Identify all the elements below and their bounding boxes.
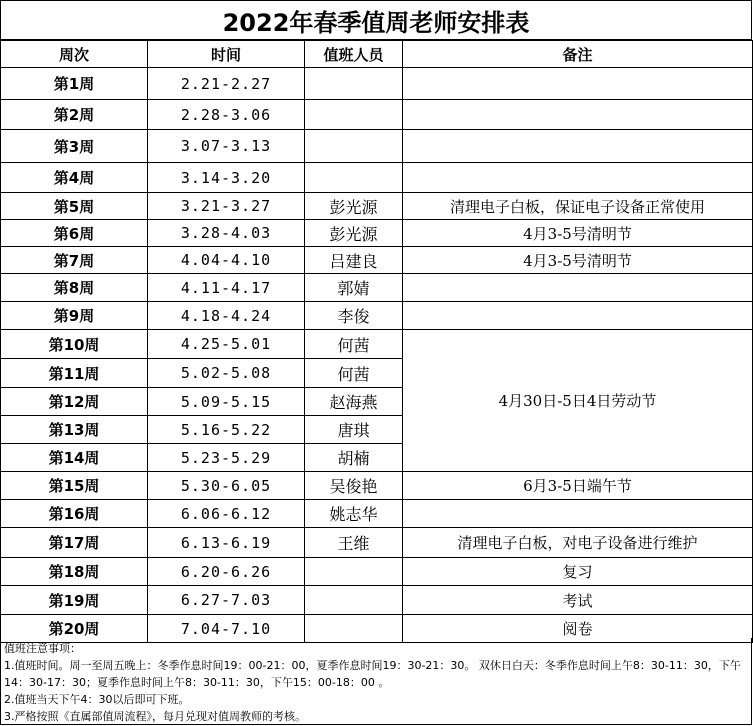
date-range-cell: 3.14-3.20: [148, 163, 305, 193]
note-cell: [403, 100, 753, 130]
date-range-cell: 5.23-5.29: [148, 444, 305, 472]
date-range-cell: 5.30-6.05: [148, 472, 305, 500]
table-row: [1, 163, 753, 193]
staff-cell: 彭光源: [305, 220, 403, 247]
staff-cell: 何茜: [305, 359, 403, 388]
date-range-cell: 3.07-3.13: [148, 130, 305, 163]
date-range-cell: 2.21-2.27: [148, 68, 305, 100]
date-range-cell: 4.04-4.10: [148, 247, 305, 274]
week-cell: 第14周: [1, 444, 148, 472]
table-body: [1, 68, 753, 643]
week-cell: 第18周: [1, 558, 148, 586]
note-cell: [403, 500, 753, 528]
week-cell: 第7周: [1, 247, 148, 274]
table-row: [1, 330, 753, 359]
week-cell: 第20周: [1, 615, 148, 643]
week-cell: 第1周: [1, 68, 148, 100]
date-range-cell: 6.27-7.03: [148, 586, 305, 615]
week-cell: 第3周: [1, 130, 148, 163]
header-time: 时间: [148, 41, 305, 68]
table-row: [1, 302, 753, 330]
merged-note-cell: 4月30日-5日4日劳动节: [403, 330, 753, 472]
staff-cell: [305, 130, 403, 163]
staff-cell: 吕建良: [305, 247, 403, 274]
date-range-cell: 4.25-5.01: [148, 330, 305, 359]
notes-line-3: 3.严格按照《直属部值周流程》，每月兑现对值周教师的考核。: [4, 710, 306, 723]
table-row: [1, 247, 753, 274]
note-cell: [403, 68, 753, 100]
week-cell: 第2周: [1, 100, 148, 130]
week-cell: 第8周: [1, 274, 148, 302]
note-cell: 考试: [403, 586, 753, 615]
staff-cell: 赵海燕: [305, 388, 403, 416]
header-staff: 值班人员: [305, 41, 403, 68]
duty-notes: [0, 638, 752, 725]
date-range-cell: 6.06-6.12: [148, 500, 305, 528]
staff-cell: 胡楠: [305, 444, 403, 472]
week-cell: 第19周: [1, 586, 148, 615]
table-row: [1, 68, 753, 100]
table-row: [1, 100, 753, 130]
date-range-cell: 2.28-3.06: [148, 100, 305, 130]
note-cell: [403, 130, 753, 163]
date-range-cell: 7.04-7.10: [148, 615, 305, 643]
staff-cell: [305, 163, 403, 193]
week-cell: 第12周: [1, 388, 148, 416]
week-cell: 第6周: [1, 220, 148, 247]
staff-cell: 唐琪: [305, 416, 403, 444]
note-cell: 清理电子白板，保证电子设备正常使用: [403, 193, 753, 220]
header-note: 备注: [403, 41, 753, 68]
date-range-cell: 5.16-5.22: [148, 416, 305, 444]
note-cell: 6月3-5日端午节: [403, 472, 753, 500]
week-cell: 第13周: [1, 416, 148, 444]
date-range-cell: 5.02-5.08: [148, 359, 305, 388]
table-row: [1, 472, 753, 500]
staff-cell: [305, 586, 403, 615]
week-cell: 第4周: [1, 163, 148, 193]
date-range-cell: 6.13-6.19: [148, 528, 305, 558]
staff-cell: 吴俊艳: [305, 472, 403, 500]
table-row: [1, 220, 753, 247]
schedule-table: [0, 40, 753, 643]
header-week: 周次: [1, 41, 148, 68]
week-cell: 第9周: [1, 302, 148, 330]
staff-cell: [305, 558, 403, 586]
staff-cell: [305, 68, 403, 100]
date-range-cell: 4.18-4.24: [148, 302, 305, 330]
notes-heading: 值班注意事项：: [4, 642, 81, 655]
table-row: [1, 558, 753, 586]
staff-cell: 郭婧: [305, 274, 403, 302]
staff-cell: 姚志华: [305, 500, 403, 528]
table-row: [1, 130, 753, 163]
note-cell: 4月3-5号清明节: [403, 220, 753, 247]
table-row: [1, 586, 753, 615]
staff-cell: 彭光源: [305, 193, 403, 220]
page-title: 2022年春季值周老师安排表: [0, 0, 752, 40]
staff-cell: 王维: [305, 528, 403, 558]
staff-cell: 李俊: [305, 302, 403, 330]
week-cell: 第17周: [1, 528, 148, 558]
note-cell: [403, 163, 753, 193]
table-row: [1, 193, 753, 220]
table-row: [1, 500, 753, 528]
week-cell: 第15周: [1, 472, 148, 500]
notes-line-1: 1.值班时间。周一至周五晚上：冬季作息时间19：00-21：00，夏季作息时间19：30-21：30。 双休日白天：冬季作息时间上午8：30-11：30，下午14：30-17：30；夏季作息时间上午8：30-11：30，下午15：00-18：00 。: [4, 659, 741, 689]
date-range-cell: 5.09-5.15: [148, 388, 305, 416]
week-cell: 第16周: [1, 500, 148, 528]
note-cell: [403, 274, 753, 302]
table-header-row: [1, 41, 753, 68]
notes-line-2: 2.值班当天下午4：30以后即可下班。: [4, 693, 190, 706]
note-cell: 清理电子白板，对电子设备进行维护: [403, 528, 753, 558]
date-range-cell: 3.28-4.03: [148, 220, 305, 247]
week-cell: 第5周: [1, 193, 148, 220]
note-cell: 阅卷: [403, 615, 753, 643]
note-cell: [403, 302, 753, 330]
staff-cell: 何茜: [305, 330, 403, 359]
note-cell: 复习: [403, 558, 753, 586]
week-cell: 第10周: [1, 330, 148, 359]
date-range-cell: 6.20-6.26: [148, 558, 305, 586]
week-cell: 第11周: [1, 359, 148, 388]
note-cell: 4月3-5号清明节: [403, 247, 753, 274]
table-row: [1, 274, 753, 302]
staff-cell: [305, 100, 403, 130]
table-row: [1, 528, 753, 558]
date-range-cell: 3.21-3.27: [148, 193, 305, 220]
date-range-cell: 4.11-4.17: [148, 274, 305, 302]
